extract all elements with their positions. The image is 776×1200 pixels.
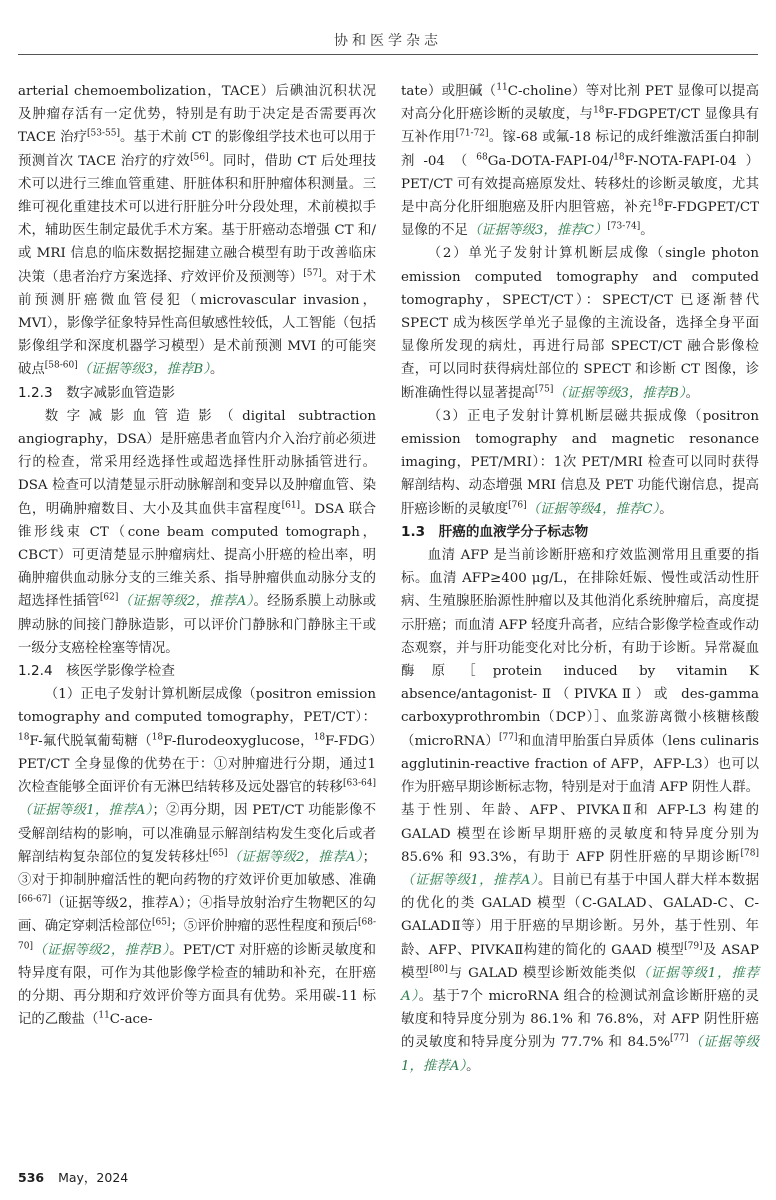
citation: [80] (429, 964, 448, 975)
section-heading-1-3: 1.3 肝癌的血液学分子标志物 (401, 523, 589, 540)
evidence-level: （证据等级2，推荐A） (227, 849, 363, 865)
evidence-level: （证据等级1，推荐A） (401, 965, 759, 1004)
citation: [61] (281, 500, 301, 511)
left-column (18, 80, 376, 1031)
citation: [76] (508, 500, 527, 511)
paragraph-pet-tracers: tate）或胆碱（$^{11}$C-choline）等对比剂 PET 显像可以提高对高分化肝癌诊断的灵敏度，与$^{18}$F-FDGPET/CT 显像具有互补作用[71-72]。镓-68 或氟-18 标记的成纤维激活蛋白抑制剂-04（$^{68}$Ga-DOTA-FAPI-04/$^{18}$F-NOTA-FAPI-04）PET/CT 可有效提高癌原发灶、转移灶的诊断灵敏度，尤其是中高分化肝细胞癌及肝内胆管癌，补充$^{18}$F-FDGPET/CT 显像的不足（证据等级3，推荐C）[73-74]。 (401, 82, 759, 239)
evidence-level: （证据等级3，推荐C） (467, 223, 608, 239)
evidence-level: （证据等级3，推荐B） (553, 385, 686, 401)
citation: [65] (151, 917, 171, 928)
journal-title: 协和医学杂志 (334, 33, 442, 49)
citation: [68-70] (18, 917, 377, 952)
citation: [73-74] (607, 221, 641, 232)
header-divider (18, 54, 758, 55)
evidence-level: （证据等级4，推荐C） (526, 501, 660, 517)
citation: [75] (534, 384, 554, 395)
section-heading-1-2-3: 1.2.3 数字减影血管造影 (18, 384, 175, 401)
citation: [58-60] (44, 360, 78, 371)
paragraph-dsa: 数字减影血管造影（digital subtraction angiography，DSA）是肝癌患者血管内介入治疗前必须进行的检查，常采用经选择性或超选择性肝动脉插管进行。DSA 检查可以清楚显示肝动脉解剖和变异以及肿瘤血管、染色，明确肿瘤数目、大小及其血供丰富程度[61]。DSA 联合锥形线束 CT（cone beam computed tomograph，CBCT）可更清楚显示肿瘤病灶、提高小肝癌的检出率，明确肿瘤供血动脉分支的三维关系、指导肿瘤供血动脉分支的超选择性插管[62]（证据等级2，推荐A）。经肠系膜上动脉或脾动脉的间接门静脉造影，可以评价门静脉和门静脉主干或一级分支癌栓栓塞等情况。 (18, 408, 377, 656)
paragraph-blood-markers: 血清 AFP 是当前诊断肝癌和疗效监测常用且重要的指标。血清 AFP≥400 μg/L，在排除妊娠、慢性或活动性肝病、生殖腺胚胎源性肿瘤以及其他消化系统肿瘤后，高度提示肝癌；而血清 AFP 轻度升高者，应结合影像学检查或作动态观察，并与肝功能变化对比分析，有助于诊断。异常凝血酶原［protein induced by vitamin K absence/antagonist-Ⅱ（PIVKAⅡ）或 des-gamma carboxyprothrombin（DCP）］、血浆游离微小核糖核酸（microRNA）[77]和血清甲胎蛋白异质体（lens culinaris agglutinin-reactive fraction of AFP，AFP-L3）也可以作为肝癌早期诊断标志物，特别是对于血清 AFP 阴性人群。基于性别、年龄、AFP、PIVKAⅡ和 AFP-L3 构建的 GALAD 模型在诊断早期肝癌的灵敏度和特异度分别为 85.6% 和 93.3%，有助于 AFP 阴性肝癌的早期诊断[78]（证据等级1，推荐A）。目前已有基于中国人群大样本数据的优化的类 GALAD 模型（C-GALAD、GALAD-C、C-GALADⅡ等）用于肝癌的早期诊断。另外，基于性别、年龄、AFP、PIVKAⅡ构建的简化的 GAAD 模型[79]及 ASAP 模型[80]与 GALAD 模型诊断效能类似（证据等级1，推荐A）。基于7个 microRNA 组合的检测试剂盒诊断肝癌的灵敏度和特异度分别为 86.1% 和 76.8%，对 AFP 阴性肝癌的灵敏度和特异度分别为 77.7% 和 84.5%[77]（证据等级1，推荐A）。 (401, 548, 760, 1074)
evidence-level: （证据等级1，推荐A） (18, 803, 153, 819)
citation: [62] (99, 593, 119, 603)
evidence-level: （证据等级2，推荐A） (118, 594, 254, 610)
citation: [77] (670, 1033, 689, 1044)
citation: [71-72] (455, 128, 489, 139)
paragraph-spect-ct: （2）单光子发射计算机断层成像（single photon emission computed tomography and computed tomography，SPECT/CT）：SPECT/CT 已逐渐替代 SPECT 成为核医学单光子显像的主流设备，选择全身平面显像所发现的病灶，再进行局部 SPECT/CT 融合影像检查，可以同时获得病灶部位的 SPECT 和诊断 CT 图像，诊断准确性得以显著提高[75]（证据等级3，推荐B）。 (401, 246, 759, 401)
issue-date: May，2024 (58, 1170, 129, 1185)
evidence-level: （证据等级1，推荐A） (401, 1035, 759, 1074)
citation: [63-64] (343, 778, 376, 789)
page-footer (18, 1168, 758, 1190)
citation: [79] (684, 941, 703, 952)
evidence-level: （证据等级3，推荐B） (77, 362, 210, 378)
paragraph-pet-mri: （3）正电子发射计算机断层磁共振成像（positron emission tomography and magnetic resonance imaging，PET/MRI）：1次 PET/MRI 检查可以同时获得解剖结构、动态增强 MRI 信息及 PET 功能代谢信息，提高肝癌诊断的灵敏度[76]（证据等级4，推荐C）。 (401, 408, 759, 517)
right-column (401, 80, 759, 1078)
evidence-level: （证据等级1，推荐A） (401, 872, 538, 888)
section-heading-1-2-4: 1.2.4 核医学影像学检查 (18, 663, 175, 680)
citation: [65] (209, 848, 228, 859)
page-header (0, 0, 776, 58)
paragraph-ct-tace: arterial chemoembolization，TACE）后碘油沉积状况及肿瘤存活有一定优势，特别是有助于决定是否需要再次 TACE 治疗[53-55]。基于术前 CT 的影像组学技术也可以用于预测首次 TACE 治疗的疗效[56]。同时，借助 CT 后处理技术可以进行三维血管重建、肝脏体积和肝肿瘤体积测量。三维可视化重建技术可以进行肝脏分叶分段处理，术前模拟手术，辅助医生制定最优手术方案。基于肝癌动态增强 CT 和/或 MRI 信息的临床数据挖掘建立融合模型有助于改善临床决策（患者治疗方案选择、疗效评价及预测等）[57]。对于术前预测肝癌微血管侵犯（microvascular invasion，MVI），影像学征象特异性高但敏感性较低，人工智能（包括影像组学和深度机器学习模型）是术前预测 MVI 的可能突破点[58-60]（证据等级3，推荐B）。 (18, 84, 377, 378)
evidence-level: （证据等级2，推荐B） (32, 942, 170, 958)
paragraph-pet-ct: （1）正电子发射计算机断层成像（positron emission tomography and computed tomography，PET/CT）：$^{18}$F-氟代脱氧葡萄糖（$^{18}$F-flurodeoxyglucose，$^{18}$F-FDG）PET/CT 全身显像的优势在于：①对肿瘤进行分期，通过1次检查能够全面评价有无淋巴结转移及远处器官的转移[63-64]（证据等级1，推荐A）；②再分期，因 PET/CT 功能影像不受解剖结构的影响，可以准确显示解剖结构发生变化后或者解剖结构复杂部位的复发转移灶[65]（证据等级2，推荐A）；③对于抑制肿瘤活性的靶向药物的疗效评价更加敏感、准确[66-67]（证据等级2，推荐A）；④指导放射治疗生物靶区的勾画、确定穿刺活检部位[65]；⑤评价肿瘤的恶性程度和预后[68-70]（证据等级2，推荐B）。PET/CT 对肝癌的诊断灵敏度和特异度有限，可作为其他影像学检查的辅助和补充，在肝癌的分期、再分期和疗效评价等方面具有优势。采用碳-11 标记的乙酸盐（$^{11}$C-ace- (18, 687, 377, 1028)
citation: [66-67] (18, 894, 51, 905)
citation: [77] (498, 732, 518, 743)
citation: [78] (740, 848, 759, 859)
citation: [57] (303, 268, 322, 279)
citation: [53-55] (87, 128, 120, 139)
page-number: 536 (18, 1170, 45, 1185)
citation: [56] (190, 152, 209, 163)
